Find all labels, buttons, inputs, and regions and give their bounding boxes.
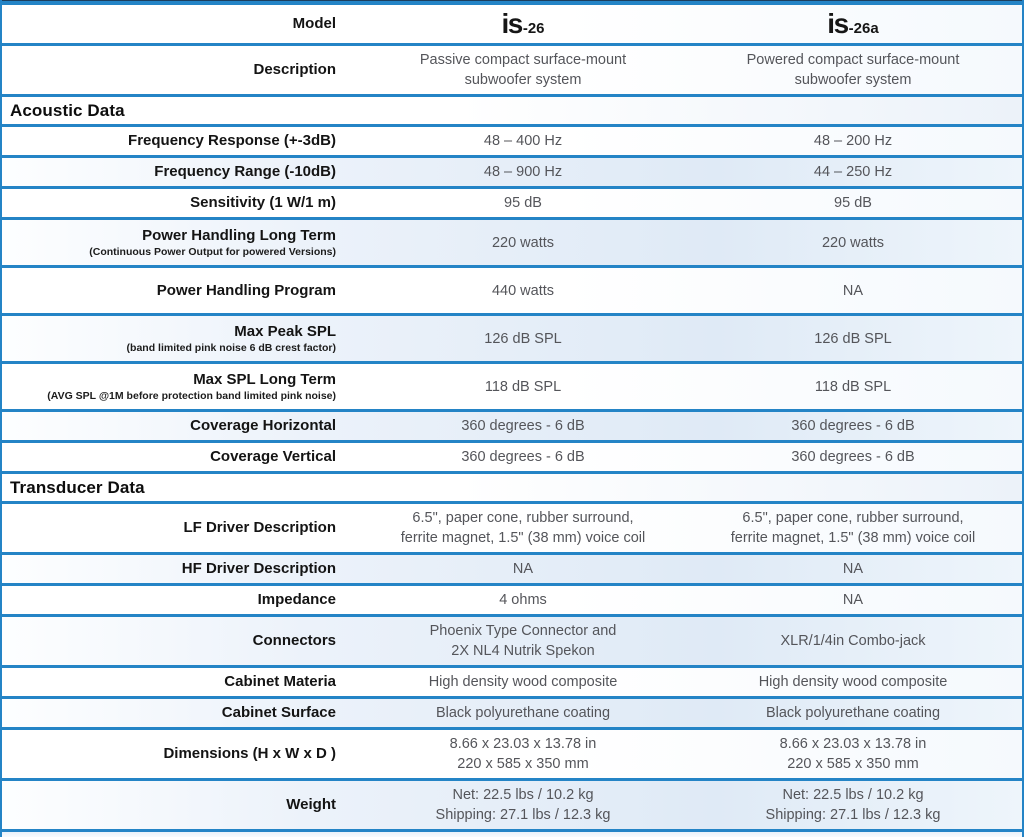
row-value-cell [684,364,1022,409]
row-value-line: Shipping: 27.1 lbs / 12.3 kg [765,807,941,823]
row-value-line: subwoofer system [464,72,582,88]
row-value-line: 6.5", paper cone, rubber surround, [742,510,964,526]
row-value-cell [362,781,684,829]
row-label-cell [2,316,362,361]
spec-rows [2,46,1022,832]
row-label-cell [2,617,362,665]
row-value-line: NA [842,561,864,577]
row-value-cell [684,555,1022,583]
row-value-line: High density wood composite [758,674,948,690]
row-value-line: 6.5", paper cone, rubber surround, [412,510,634,526]
table-row [2,412,1022,443]
row-value-cell [362,412,684,440]
row-label-cell [2,504,362,552]
row-value-line: 118 dB SPL [484,378,562,395]
row-label: HF Driver Description [181,560,336,578]
table-row [2,668,1022,699]
row-label: Cabinet Surface [221,704,336,722]
row-label-cell [2,189,362,217]
table-row [2,364,1022,412]
section-header [2,97,1022,127]
row-value-cell [684,316,1022,361]
row-label: LF Driver Description [183,519,336,537]
row-value-cell [684,668,1022,696]
row-label-cell [2,699,362,727]
row-value-cell [362,443,684,471]
row-value-line: 44 – 250 Hz [813,164,893,180]
row-value-line: 2X NL4 Nutrik Spekon [451,643,595,659]
row-value-line: 360 degrees - 6 dB [791,418,915,434]
row-value-line: 48 – 400 Hz [483,133,563,149]
brand-logo-text: is [501,8,522,39]
row-label: Frequency Range (-10dB) [154,163,336,181]
row-label: Coverage Vertical [210,448,336,466]
row-label: Max Peak SPL [234,322,336,340]
section-title: Acoustic Data [10,100,125,120]
row-value-line: 95 dB [834,195,872,211]
table-row [2,730,1022,781]
row-value-line: Net: 22.5 lbs / 10.2 kg [782,787,924,803]
row-value-line: NA [842,592,864,608]
row-value-line: 4 ohms [499,592,547,608]
row-value-line: Powered compact surface-mount [746,52,960,68]
row-value-line: 360 degrees - 6 dB [791,449,915,465]
table-row [2,46,1022,97]
row-value-line: 95 dB [504,195,542,211]
row-value-cell [684,189,1022,217]
model-column-is26a [684,5,1022,43]
row-value-line: 126 dB SPL [814,330,892,347]
row-label-cell [2,555,362,583]
row-value-line: NA [512,561,534,577]
table-row [2,443,1022,474]
row-value-cell [684,781,1022,829]
row-label: Coverage Horizontal [190,417,336,435]
row-value-cell [362,220,684,265]
table-row [2,555,1022,586]
row-label: Max SPL Long Term [193,370,336,388]
row-label-cell [2,46,362,94]
model-header-cell [2,5,362,43]
row-value-line: 440 watts [491,282,555,299]
row-value-cell [684,617,1022,665]
row-value-cell [684,730,1022,778]
row-value-cell [684,586,1022,614]
row-value-cell [684,127,1022,155]
row-label-cell [2,220,362,265]
table-row [2,158,1022,189]
row-label: Dimensions (H x W x D ) [163,745,336,763]
table-row [2,699,1022,730]
row-value-line: High density wood composite [428,674,618,690]
row-value-cell [684,504,1022,552]
brand-logo-suffix: -26a [848,20,879,37]
row-value-line: Black polyurethane coating [765,705,941,721]
row-label-cell [2,586,362,614]
row-value-line: Phoenix Type Connector and [429,623,617,639]
row-label-cell [2,127,362,155]
row-label-cell [2,158,362,186]
row-value-line: 126 dB SPL [484,330,562,347]
row-label-cell [2,781,362,829]
row-value-cell [362,189,684,217]
row-value-line: Shipping: 27.1 lbs / 12.3 kg [435,807,611,823]
row-label: Sensitivity (1 W/1 m) [190,194,336,212]
row-value-line: 220 x 585 x 350 mm [787,756,919,772]
table-row [2,220,1022,268]
row-value-cell [362,127,684,155]
table-row [2,127,1022,158]
row-value-line: 220 watts [821,234,885,251]
table-row [2,617,1022,668]
row-value-cell [684,268,1022,313]
row-label-cell [2,268,362,313]
row-label-cell [2,443,362,471]
row-value-line: Passive compact surface-mount [419,52,627,68]
row-label-cell [2,730,362,778]
row-value-cell [684,443,1022,471]
row-label-cell [2,412,362,440]
row-value-line: 8.66 x 23.03 x 13.78 in [449,736,597,752]
row-value-cell [362,268,684,313]
row-label: Impedance [257,591,336,609]
row-value-line: subwoofer system [794,72,912,88]
row-label-cell [2,364,362,409]
section-title: Transducer Data [10,477,145,497]
model-column-is26 [362,5,684,43]
row-value-cell [684,220,1022,265]
row-value-line: 360 degrees - 6 dB [461,449,585,465]
table-row [2,316,1022,364]
row-value-line: Black polyurethane coating [435,705,611,721]
row-value-cell [362,586,684,614]
row-value-line: 48 – 200 Hz [813,133,893,149]
table-row [2,586,1022,617]
row-value-cell [684,158,1022,186]
row-label-cell [2,668,362,696]
brand-logo-text: is [827,8,848,39]
row-value-cell [362,316,684,361]
row-value-cell [684,412,1022,440]
row-sublabel: (band limited pink noise 6 dB crest factor) [126,342,336,355]
row-value-line: ferrite magnet, 1.5" (38 mm) voice coil [730,530,976,546]
table-row [2,781,1022,832]
row-value-line: NA [842,282,864,299]
row-label: Weight [286,796,336,814]
brand-logo-is26 [501,10,544,38]
row-label: Power Handling Long Term [142,226,336,244]
row-value-cell [362,699,684,727]
row-label: Description [253,61,336,79]
row-value-cell [362,504,684,552]
table-row [2,189,1022,220]
row-value-line: 8.66 x 23.03 x 13.78 in [779,736,927,752]
row-value-cell [362,158,684,186]
row-label: Frequency Response (+-3dB) [128,132,336,150]
row-value-line: Net: 22.5 lbs / 10.2 kg [452,787,594,803]
row-value-line: 220 x 585 x 350 mm [457,756,589,772]
row-value-cell [362,46,684,94]
table-header-row [2,5,1022,46]
section-header [2,474,1022,504]
row-value-line: 360 degrees - 6 dB [461,418,585,434]
brand-logo-is26a [827,10,878,38]
row-value-line: 118 dB SPL [814,378,892,395]
row-value-cell [362,730,684,778]
model-label: Model [292,15,336,33]
row-label: Cabinet Materia [224,673,336,691]
row-value-cell [684,46,1022,94]
row-value-line: 48 – 900 Hz [483,164,563,180]
row-label: Power Handling Program [156,281,336,299]
row-value-line: 220 watts [491,234,555,251]
row-value-cell [362,668,684,696]
row-value-cell [684,699,1022,727]
row-value-cell [362,364,684,409]
table-row [2,504,1022,555]
row-sublabel: (Continuous Power Output for powered Versions) [89,246,336,259]
brand-logo-suffix: -26 [522,20,545,37]
row-value-cell [362,617,684,665]
table-bottom-border [2,832,1022,837]
row-sublabel: (AVG SPL @1M before protection band limited pink noise) [47,390,336,403]
table-row [2,268,1022,316]
row-value-line: XLR/1/4in Combo-jack [780,633,926,649]
row-value-line: ferrite magnet, 1.5" (38 mm) voice coil [400,530,646,546]
row-label: Connectors [252,632,336,650]
row-value-cell [362,555,684,583]
